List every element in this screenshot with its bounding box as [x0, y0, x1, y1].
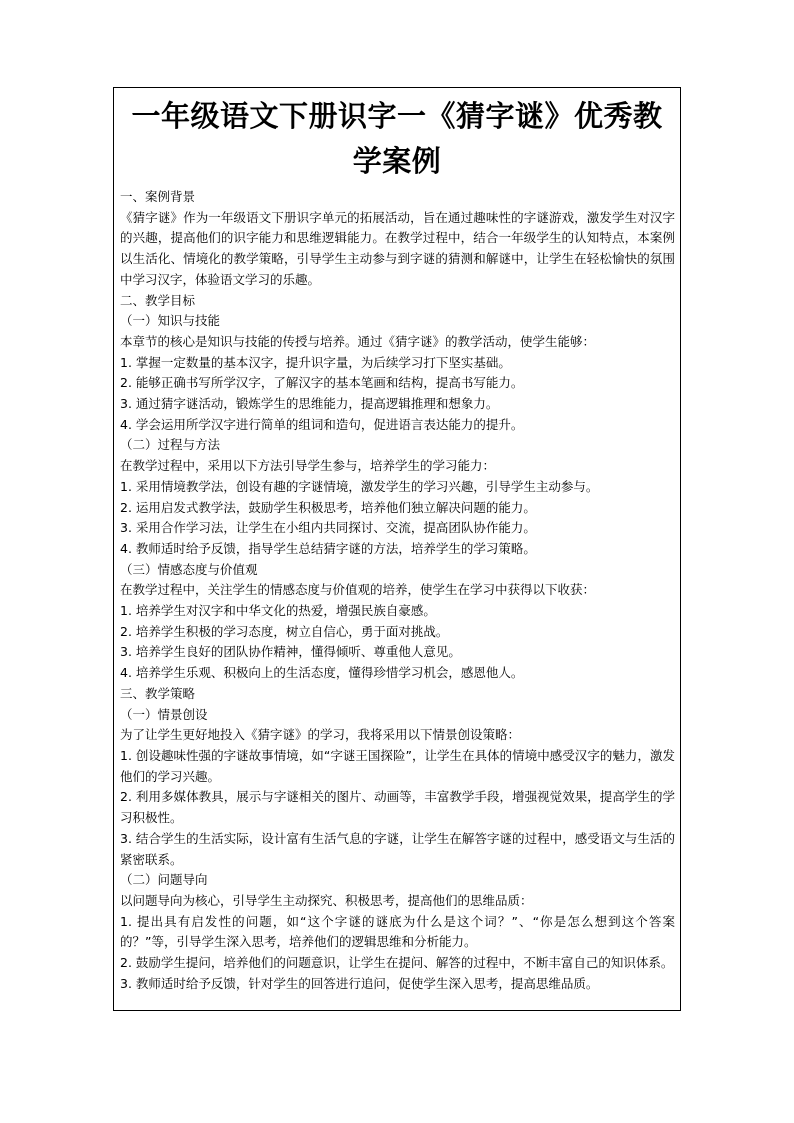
document-title: 一年级语文下册识字一《猜字谜》优秀教学案例 — [131, 99, 663, 178]
section-heading-goals: 二、教学目标 — [120, 292, 196, 308]
list-item: 4. 教师适时给予反馈，指导学生总结猜字谜的方法，培养学生的学习策略。 — [120, 540, 536, 556]
list-item: 2. 鼓励学生提问，培养他们的问题意识，让学生在提问、解答的过程中，不断丰富自己的知识体系。 — [120, 955, 674, 971]
subheading-process-methods: （二）过程与方法 — [120, 437, 221, 453]
section-heading-strategy: 三、教学策略 — [120, 685, 196, 701]
paragraph-problem-intro: 以问题导向为核心，引导学生主动探究、积极思考，提高他们的思维品质： — [120, 892, 533, 908]
list-item: 4. 学会运用所学汉字进行简单的组词和造句，促进语言表达能力的提升。 — [120, 416, 524, 432]
list-item: 2. 利用多媒体教具，展示与字谜相关的图片、动画等，丰富教学手段，增强视觉效果，提高学生的学习积极性。 — [120, 789, 675, 826]
paragraph-process-intro: 在教学过程中，采用以下方法引导学生参与，培养学生的学习能力： — [120, 458, 496, 474]
list-item: 3. 教师适时给予反馈，针对学生的回答进行追问，促使学生深入思考，提高思维品质。 — [120, 975, 599, 991]
list-item: 1. 创设趣味性强的字谜故事情境，如“字谜王国探险”，让学生在具体的情境中感受汉字的魅力，激发他们的学习兴趣。 — [120, 747, 675, 784]
paragraph-knowledge-intro: 本章节的核心是知识与技能的传授与培养。通过《猜字谜》的教学活动，使学生能够： — [120, 333, 596, 349]
list-item: 4. 培养学生乐观、积极向上的生活态度，懂得珍惜学习机会，感恩他人。 — [120, 665, 524, 681]
list-item: 3. 结合学生的生活实际，设计富有生活气息的字谜，让学生在解答字谜的过程中，感受语文与生活的紧密联系。 — [120, 830, 675, 867]
list-item: 2. 培养学生积极的学习态度，树立自信心，勇于面对挑战。 — [120, 623, 449, 639]
list-item: 3. 通过猜字谜活动，锻炼学生的思维能力，提高逻辑推理和想象力。 — [120, 396, 499, 412]
subheading-problem-oriented: （二）问题导向 — [120, 872, 208, 888]
section-heading-background: 一、案例背景 — [120, 189, 196, 204]
subheading-emotion-values: （三）情感态度与价值观 — [120, 561, 258, 577]
paragraph-scenario-intro: 为了让学生更好地投入《猜字谜》的学习，我将采用以下情景创设策略： — [120, 727, 521, 743]
subheading-scenario: （一）情景创设 — [120, 706, 208, 722]
list-item: 2. 能够正确书写所学汉字，了解汉字的基本笔画和结构，提高书写能力。 — [120, 375, 524, 391]
list-item: 1. 掌握一定数量的基本汉字，提升识字量，为后续学习打下坚实基础。 — [120, 354, 511, 370]
document-frame — [113, 87, 681, 1011]
list-item: 1. 采用情境教学法，创设有趣的字谜情境，激发学生的学习兴趣，引导学生主动参与。 — [120, 478, 599, 494]
list-item: 3. 培养学生良好的团队协作精神，懂得倾听、尊重他人意见。 — [120, 644, 461, 660]
paragraph-emotion-intro: 在教学过程中，关注学生的情感态度与价值观的培养，使学生在学习中获得以下收获： — [120, 582, 596, 598]
subheading-knowledge-skills: （一）知识与技能 — [120, 313, 221, 329]
list-item: 3. 采用合作学习法，让学生在小组内共同探讨、交流，提高团队协作能力。 — [120, 520, 536, 536]
list-item: 1. 培养学生对汉字和中华文化的热爱，增强民族自豪感。 — [120, 603, 436, 619]
list-item: 2. 运用启发式教学法，鼓励学生积极思考，培养他们独立解决问题的能力。 — [120, 499, 536, 515]
list-item: 1. 提出具有启发性的问题，如“这个字谜的谜底为什么是这个词？”、“你是怎么想到这个答案的？”等，引导学生深入思考，培养他们的逻辑思维和分析能力。 — [120, 913, 675, 950]
paragraph-background: 《猜字谜》作为一年级语文下册识字单元的拓展活动，旨在通过趣味性的字谜游戏，激发学生对汉字的兴趣，提高他们的识字能力和思维逻辑能力。在教学过程中，结合一年级学生的认知特点，本案例以生活化、情境化的教学策略，引导学生主动参与到字谜的猜测和解谜中，让学生在轻松愉快的氛围中学习汉字，体验语文学习的乐趣。 — [120, 209, 675, 287]
document-body — [114, 187, 680, 994]
